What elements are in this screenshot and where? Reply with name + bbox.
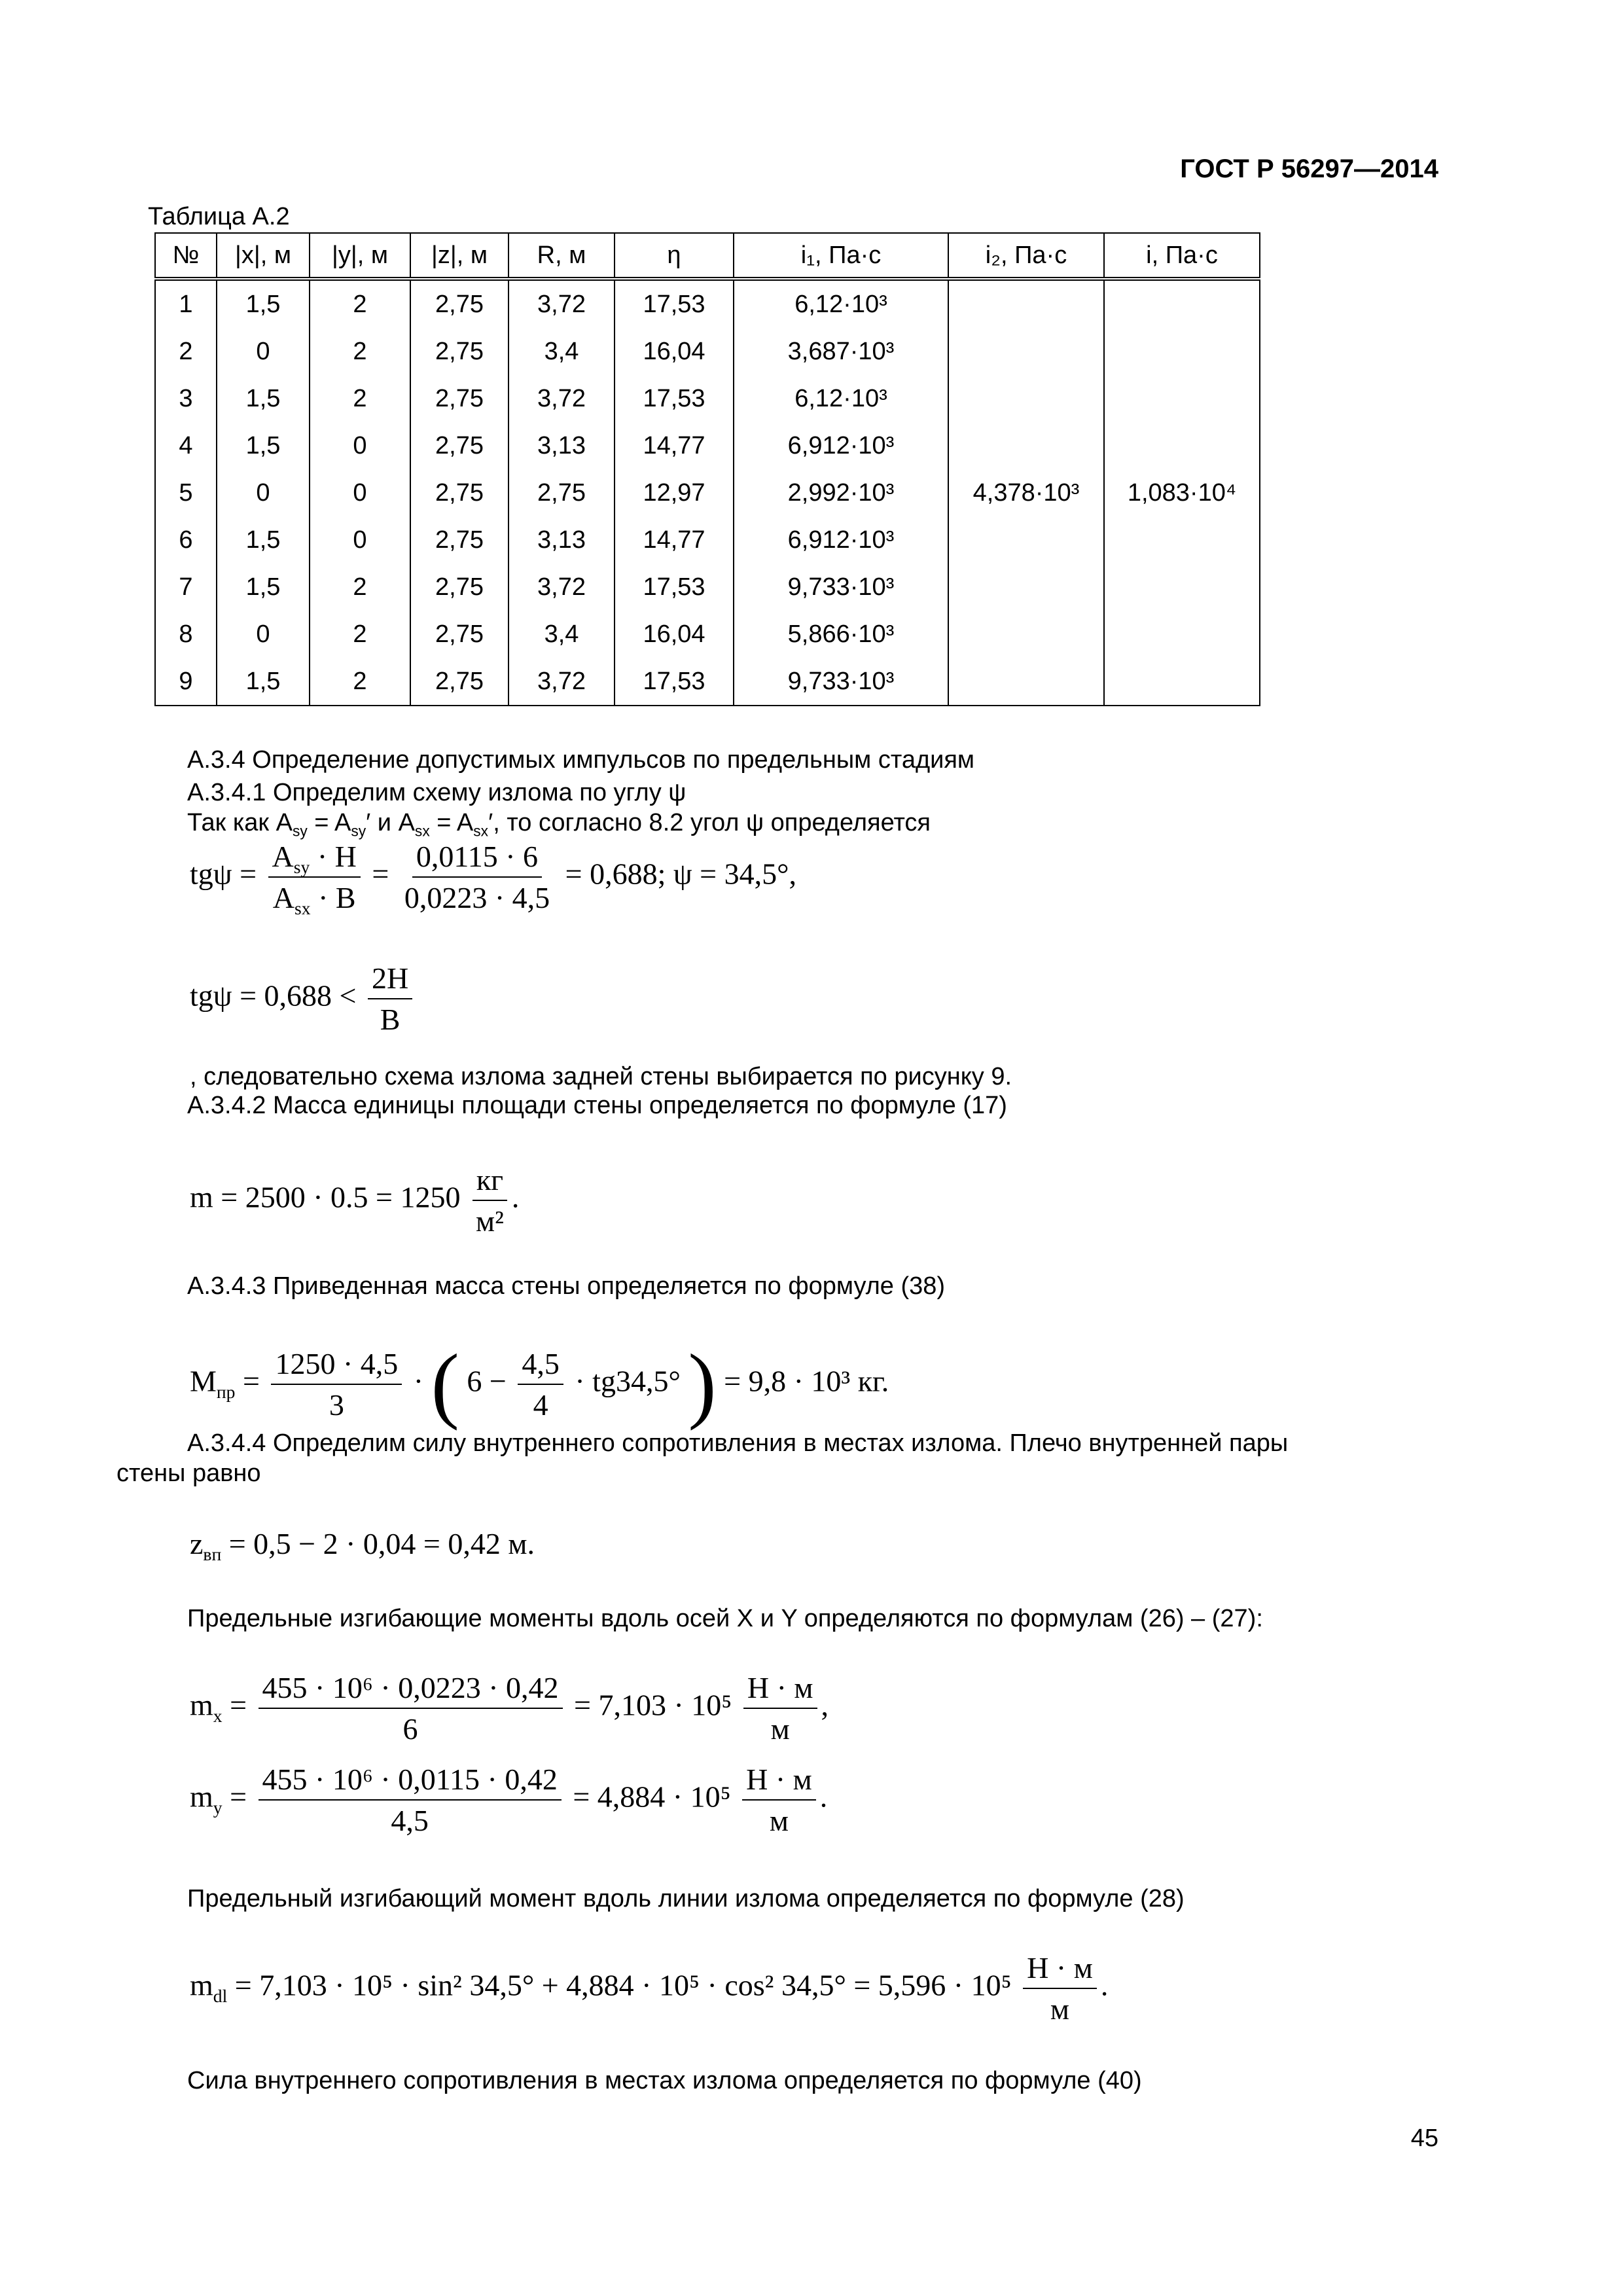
text: ′ и A: [366, 809, 415, 836]
formula-part: tgψ = 0,688 <: [190, 978, 357, 1013]
paragraph: Предельный изгибающий момент вдоль линии излома определяется по формуле (28): [187, 1885, 1185, 1912]
text: sx: [473, 822, 489, 840]
table-cell: 14,77: [615, 516, 734, 564]
table-cell: 3,4: [508, 328, 615, 375]
formula-part: 4,5: [391, 1804, 429, 1837]
formula-part: M: [190, 1364, 217, 1398]
formula-part: 0,0115 · 6: [412, 839, 542, 878]
i-merged-cell: 1,083·10⁴: [1104, 279, 1260, 706]
table-cell: 6,912·10³: [734, 516, 948, 564]
formula-reduced-mass: $M_{пр}$ = $\frac{1250 \cdot 4,5}{3}$ · ( 6 − $\frac{4,5}{4}$ · tg34,5° ) = 9,8 · 10³ кг.: [190, 1337, 889, 1431]
col-header: i₁, Па·с: [734, 233, 948, 279]
text: sx: [414, 822, 430, 840]
formula-part: = 9,8 · 10³ кг.: [724, 1364, 889, 1398]
table-cell: 1,5: [217, 564, 310, 611]
paragraph: стены равно: [116, 1460, 261, 1487]
table-cell: 1,5: [217, 422, 310, 469]
table-cell: 1,5: [217, 516, 310, 564]
formula-my: $m_y$ = $\frac{\text{455 · 10⁶ · 0,0115 · 0,42}}{4,5}$ = 4,884 · 10⁵ $\frac{Н \cdot м}{м}$ .: [190, 1763, 828, 1837]
table-cell: 16,04: [615, 328, 734, 375]
formula-part: 6 −: [467, 1364, 507, 1398]
formula-part: .: [511, 1180, 520, 1214]
table-cell: 2,75: [410, 611, 508, 658]
table-cell: 9,733·10³: [734, 564, 948, 611]
formula-mass-area: [190, 1162, 519, 1238]
formula-part: z: [190, 1527, 204, 1560]
formula-part: м: [769, 1804, 789, 1837]
col-header: i, Па·с: [1104, 233, 1260, 279]
table-cell: 16,04: [615, 611, 734, 658]
formula-part: m: [190, 1968, 213, 2002]
table-cell: 9,733·10³: [734, 658, 948, 706]
table-cell: 3: [155, 375, 217, 422]
table-cell: 2,75: [410, 375, 508, 422]
text: = A: [307, 809, 351, 836]
table-cell: 3,72: [508, 658, 615, 706]
formula-part: 455 · 10⁶ · 0,0223 · 0,42: [259, 1670, 563, 1709]
formula-lever-arm: [190, 1526, 535, 1565]
formula-part: м: [770, 1712, 790, 1746]
doc-code: ГОСТ Р 56297—2014: [1180, 154, 1438, 183]
formula-part: 455 · 10⁶ · 0,0115 · 0,42: [259, 1762, 562, 1801]
table-cell: 17,53: [615, 375, 734, 422]
formula-part: x: [213, 1705, 223, 1726]
col-header: |y|, м: [310, 233, 410, 279]
formula-part: = 0,688; ψ = 34,5°,: [565, 857, 796, 891]
table-cell: 3,72: [508, 564, 615, 611]
table-cell: 1,5: [217, 658, 310, 706]
table-cell: 5,866·10³: [734, 611, 948, 658]
table-cell: 17,53: [615, 564, 734, 611]
table-cell: 3,13: [508, 516, 615, 564]
formula-part: .: [1100, 1968, 1109, 2002]
table-cell: 1,5: [217, 375, 310, 422]
formula-part: sy: [293, 857, 310, 878]
table-cell: 0: [310, 422, 410, 469]
formula-part: · tg34,5°: [575, 1364, 681, 1398]
formula-part: sx: [294, 898, 311, 919]
table-cell: 0: [310, 516, 410, 564]
table-cell: 2: [310, 375, 410, 422]
table-cell: 6,12·10³: [734, 279, 948, 328]
formula-part: m = 2500 · 0.5 = 1250: [190, 1180, 461, 1214]
text: Так как A: [187, 809, 293, 836]
table-cell: 2: [310, 611, 410, 658]
formula-part: · H: [310, 840, 357, 873]
paragraph: [187, 809, 931, 840]
formula-part: tgψ =: [190, 857, 257, 891]
formula-part: м: [1050, 1992, 1070, 2026]
formula-part: m: [190, 1780, 213, 1814]
formula-part: 3: [329, 1388, 344, 1422]
table-cell: 2: [310, 658, 410, 706]
paragraph: Сила внутреннего сопротивления в местах излома определяется по формуле (40): [187, 2067, 1142, 2094]
table-cell: 6: [155, 516, 217, 564]
table-cell: 2,75: [410, 658, 508, 706]
table-cell: 3,4: [508, 611, 615, 658]
formula-part: = 7,103 · 10⁵ · sin² 34,5° + 4,884 · 10⁵ · cos² 34,5° = 5,596 · 10⁵: [234, 1968, 1012, 2002]
table-cell: 1: [155, 279, 217, 328]
formula-part: A: [272, 840, 294, 873]
paragraph: Предельные изгибающие моменты вдоль осей X и Y определяются по формулам (26) – (27):: [187, 1605, 1263, 1632]
formula-part: Н · м: [742, 1762, 816, 1801]
col-header: i₂, Па·с: [948, 233, 1104, 279]
col-header: №: [155, 233, 217, 279]
formula-part: 0,0223 · 4,5: [404, 881, 550, 914]
formula-part: dl: [213, 1985, 228, 2006]
table-cell: 2,75: [410, 564, 508, 611]
table-cell: 7: [155, 564, 217, 611]
formula-part: ,: [821, 1688, 829, 1722]
table-cell: 17,53: [615, 279, 734, 328]
paragraph: А.3.4.1 Определим схему излома по углу ψ: [187, 779, 687, 806]
table-cell: 9: [155, 658, 217, 706]
col-header: |x|, м: [217, 233, 310, 279]
formula-part: .: [819, 1780, 828, 1814]
table-cell: 14,77: [615, 422, 734, 469]
table-cell: 8: [155, 611, 217, 658]
table-cell: 2: [155, 328, 217, 375]
formula-part: 6: [402, 1712, 418, 1746]
table-cell: 3,13: [508, 422, 615, 469]
table-cell: 2,75: [410, 422, 508, 469]
formula-mdl: [190, 1950, 1108, 2026]
table-cell: 2,75: [508, 469, 615, 516]
formula-part: = 4,884 · 10⁵: [573, 1780, 731, 1814]
paragraph: , следовательно схема излома задней стены выбирается по рисунку 9.: [190, 1063, 1012, 1090]
table-caption: Таблица А.2: [148, 203, 290, 230]
formula-part: Н · м: [1023, 1950, 1097, 1989]
formula-part: 4: [533, 1388, 548, 1422]
table-row: [155, 279, 1260, 328]
text: = A: [429, 809, 474, 836]
formula-part: = 7,103 · 10⁵: [574, 1688, 732, 1722]
table-cell: 2: [310, 328, 410, 375]
table-cell: 6,12·10³: [734, 375, 948, 422]
formula-part: м²: [475, 1204, 504, 1238]
table-cell: 3,72: [508, 375, 615, 422]
formula-part: m: [190, 1688, 213, 1722]
table-cell: 17,53: [615, 658, 734, 706]
table-cell: 0: [217, 611, 310, 658]
text: sy: [292, 822, 308, 840]
formula-part: B: [380, 1003, 401, 1036]
table-cell: 2,75: [410, 469, 508, 516]
paragraph: А.3.4.4 Определим силу внутреннего сопротивления в местах излома. Плечо внутренней пары: [187, 1429, 1289, 1457]
col-header: η: [615, 233, 734, 279]
table-cell: 4: [155, 422, 217, 469]
table-cell: 3,72: [508, 279, 615, 328]
table-cell: 2,75: [410, 516, 508, 564]
formula-part: y: [213, 1797, 223, 1818]
table-cell: 6,912·10³: [734, 422, 948, 469]
data-table: [154, 232, 1260, 706]
formula-part: вп: [203, 1544, 222, 1565]
table-cell: 5: [155, 469, 217, 516]
table-cell: 2: [310, 564, 410, 611]
i2-merged-cell: 4,378·10³: [948, 279, 1104, 706]
formula-tg-psi: tgψ = $\frac{A_{sy} \cdot H}{A_{sx} \cdot B}$ = $\frac{0,0115 \cdot 6}{0,0223 \cdot 4,5}$ = 0,688; ψ = 34,5°,: [190, 840, 796, 919]
text: ′, то согласно 8.2 угол ψ определяется: [488, 809, 931, 836]
formula-part: 1250 · 4,5: [271, 1346, 402, 1385]
table-cell: 0: [217, 328, 310, 375]
paragraph: А.3.4.2 Масса единицы площади стены определяется по формуле (17): [187, 1092, 1007, 1119]
table-cell: 12,97: [615, 469, 734, 516]
table-cell: 3,687·10³: [734, 328, 948, 375]
col-header: R, м: [508, 233, 615, 279]
formula-part: · B: [310, 881, 356, 914]
table-cell: 2,75: [410, 279, 508, 328]
table-cell: 0: [310, 469, 410, 516]
formula-part: Н · м: [743, 1670, 817, 1709]
formula-tg-psi-compare: [190, 961, 416, 1037]
table-cell: 2,75: [410, 328, 508, 375]
table-cell: 2: [310, 279, 410, 328]
col-header: |z|, м: [410, 233, 508, 279]
paragraph: А.3.4 Определение допустимых импульсов по предельным стадиям: [187, 746, 975, 774]
formula-part: A: [272, 881, 295, 914]
formula-part: =: [242, 1364, 260, 1398]
paragraph: А.3.4.3 Приведенная масса стены определяется по формуле (38): [187, 1272, 946, 1300]
table-cell: 0: [217, 469, 310, 516]
formula-part: кг: [473, 1162, 507, 1201]
formula-part: = 0,5 − 2 · 0,04 = 0,42 м.: [228, 1527, 535, 1560]
formula-part: 4,5: [518, 1346, 563, 1385]
formula-mx: $m_x$ = $\frac{\text{455 · 10⁶ · 0,0223 · 0,42}}{6}$ = 7,103 · 10⁵ $\frac{Н \cdot м}{м}$ ,: [190, 1671, 829, 1746]
table-cell: 1,5: [217, 279, 310, 328]
formula-part: 2H: [368, 961, 412, 999]
formula-part: пр: [216, 1381, 236, 1402]
formula-part: ·: [413, 1364, 424, 1398]
page-number: 45: [1410, 2125, 1438, 2152]
table-cell: 2,992·10³: [734, 469, 948, 516]
text: sy: [351, 822, 366, 840]
